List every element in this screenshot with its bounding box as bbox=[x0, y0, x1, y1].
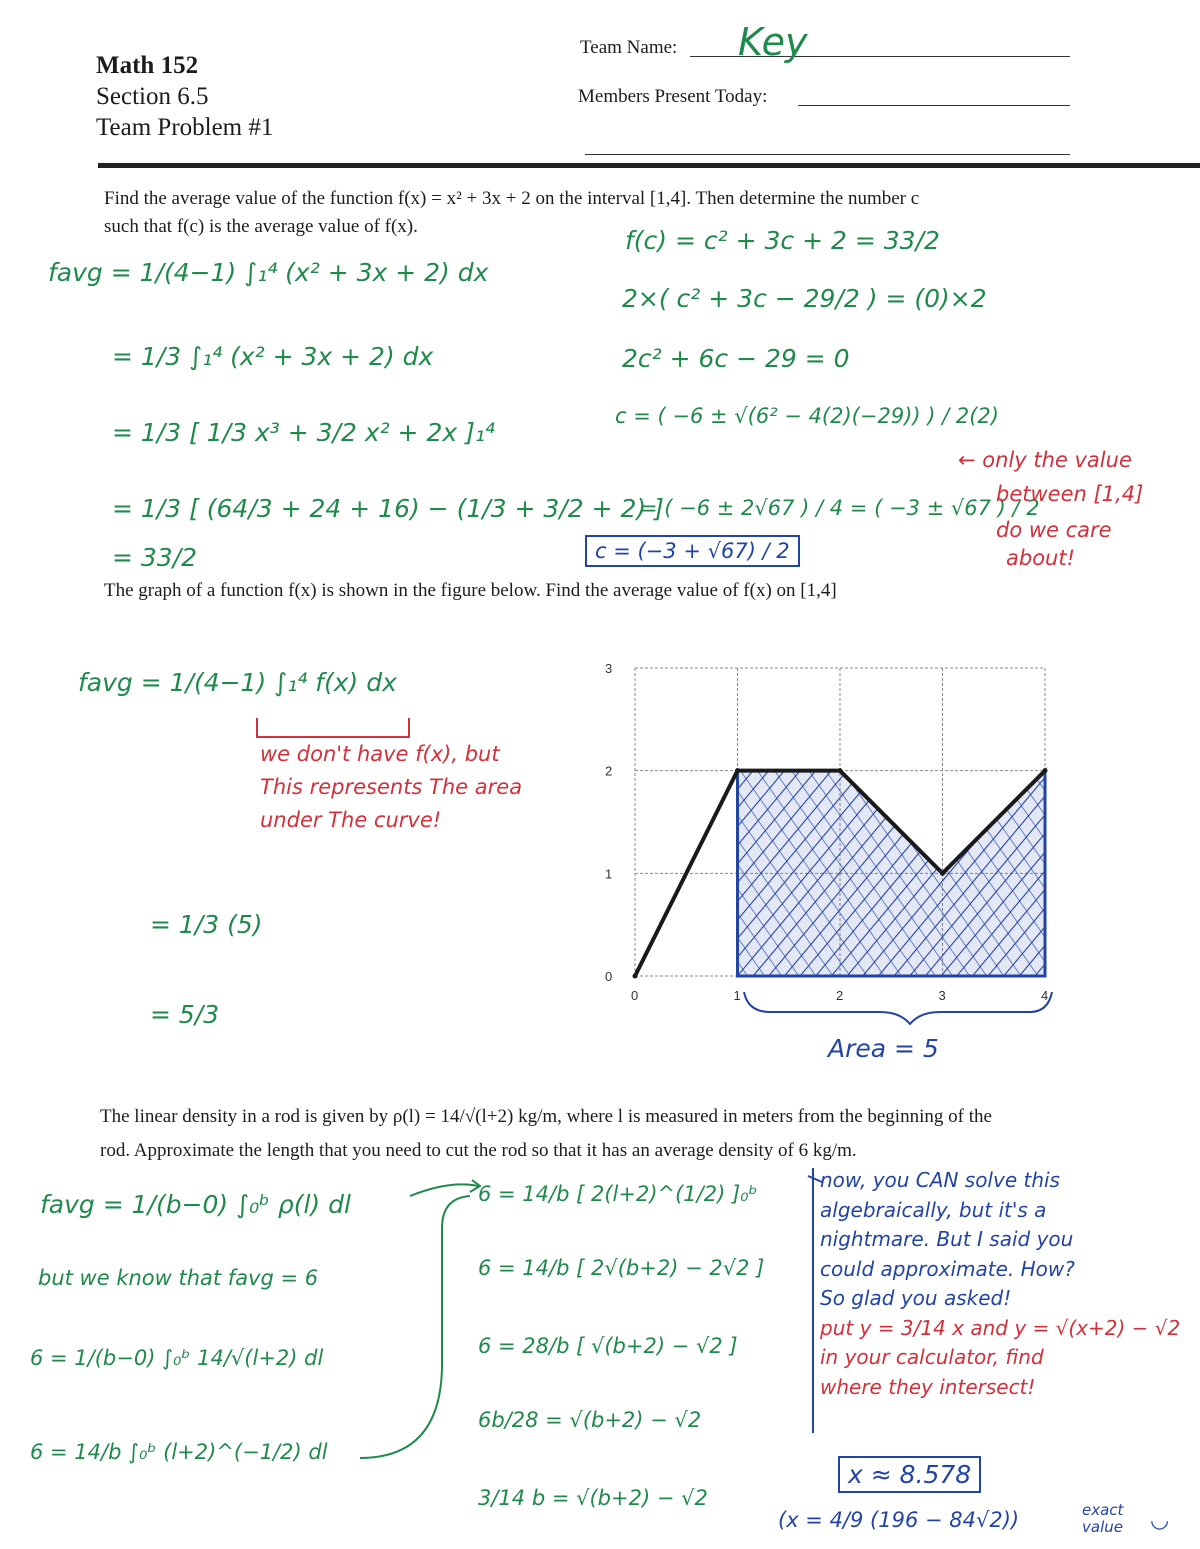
y-tick-label-1: 1 bbox=[605, 866, 613, 882]
p3-note-line3: nightmare. But I said you bbox=[820, 1227, 1074, 1251]
x-tick-label-1: 1 bbox=[733, 988, 741, 1003]
function-graph bbox=[580, 640, 1080, 1010]
p3-note-line5: So glad you asked! bbox=[820, 1286, 1012, 1310]
p1-right-work-4: c = ( −6 ± √(6² − 4(2)(−29)) ) / 2(2) bbox=[615, 404, 999, 428]
smiley-icon: ◡ bbox=[1150, 1508, 1170, 1533]
p1-left-work-5: = 33/2 bbox=[112, 543, 198, 572]
p3-middle-work-2: 6 = 14/b [ 2√(b+2) − 2√2 ] bbox=[478, 1256, 765, 1280]
data-point-x1 bbox=[735, 768, 740, 773]
p2-step2: = 5/3 bbox=[150, 1000, 220, 1029]
problem1-prompt-line2: such that f(c) is the average value of f(x). bbox=[104, 216, 418, 237]
problem3-prompt-line1: The linear density in a rod is given by ρ(l) = 14/√(l+2) kg/m, where l is measured in meters from the beginning of the bbox=[100, 1106, 992, 1127]
p1-left-work-1: favg = 1/(4−1) ∫₁⁴ (x² + 3x + 2) dx bbox=[48, 258, 489, 287]
p1-note-line2: between [1,4] bbox=[996, 482, 1144, 506]
p3-left-work-2: but we know that favg = 6 bbox=[38, 1266, 319, 1290]
course-block bbox=[96, 50, 273, 143]
team-name-value: Key bbox=[738, 20, 808, 64]
header-divider bbox=[98, 163, 1200, 168]
p1-right-work-5: = ( −6 ± 2√67 ) / 4 = ( −3 ± √67 ) / 2 bbox=[640, 496, 1040, 520]
p3-answer-box: x ≈ 8.578 bbox=[838, 1456, 981, 1493]
p1-answer-box: c = (−3 + √67) / 2 bbox=[585, 535, 800, 567]
area-brace bbox=[730, 990, 1070, 1030]
y-tick-label-0: 0 bbox=[605, 969, 613, 984]
p2-note-line1: we don't have f(x), but bbox=[260, 742, 500, 766]
p1-note-line1: ← only the value bbox=[958, 448, 1132, 472]
p3-note-line7: in your calculator, find bbox=[820, 1345, 1044, 1369]
problem2-prompt: The graph of a function f(x) is shown in the figure below. Find the average value of f(x) on [1,4] bbox=[104, 580, 837, 601]
shaded-crosshatch bbox=[738, 771, 1046, 976]
p2-work-formula: favg = 1/(4−1) ∫₁⁴ f(x) dx bbox=[78, 668, 397, 697]
x-tick-label-4: 4 bbox=[1041, 988, 1049, 1003]
p3-note-line4: could approximate. How? bbox=[820, 1256, 1075, 1281]
members-label: Members Present Today: bbox=[578, 86, 768, 107]
p3-left-work-3: 6 = 1/(b−0) ∫₀ᵇ 14/√(l+2) dl bbox=[30, 1346, 324, 1370]
p2-underbrace bbox=[256, 718, 410, 738]
p3-note-line6: put y = 3/14 x and y = √(x+2) − √2 bbox=[820, 1315, 1181, 1340]
p1-note-line4: about! bbox=[1006, 546, 1076, 570]
problem-label: Team Problem #1 bbox=[96, 114, 274, 141]
p2-note-line3: under The curve! bbox=[260, 808, 442, 832]
section-label: Section 6.5 bbox=[96, 83, 209, 110]
x-tick-label-3: 3 bbox=[938, 988, 946, 1003]
x-tick-label-2: 2 bbox=[836, 988, 844, 1003]
p3-note-line2: algebraically, but it's a bbox=[820, 1197, 1047, 1222]
p3-exact-label bbox=[1082, 1502, 1123, 1536]
p1-note-line3: do we care bbox=[996, 518, 1112, 542]
p3-note-line8: where they intersect! bbox=[820, 1374, 1036, 1399]
area-label: Area = 5 bbox=[828, 1034, 939, 1063]
p1-left-work-2: = 1/3 ∫₁⁴ (x² + 3x + 2) dx bbox=[112, 342, 434, 371]
data-point-x2 bbox=[838, 768, 843, 773]
team-name-label: Team Name: bbox=[580, 37, 678, 58]
p3-middle-work-3: 6 = 28/b [ √(b+2) − √2 ] bbox=[478, 1334, 738, 1358]
p3-arrows bbox=[360, 1168, 830, 1468]
p3-middle-work-5: 3/14 b = √(b+2) − √2 bbox=[478, 1486, 708, 1510]
members-line-2 bbox=[585, 154, 1070, 155]
members-line-1 bbox=[798, 105, 1070, 106]
p3-left-work-4: 6 = 14/b ∫₀ᵇ (l+2)^(−1/2) dl bbox=[30, 1440, 328, 1464]
p3-exact-label-2: value bbox=[1082, 1518, 1123, 1536]
p2-step1: = 1/3 (5) bbox=[150, 910, 263, 939]
problem3-prompt-line2: rod. Approximate the length that you need to cut the rod so that it has an average density of 6 kg/m. bbox=[100, 1140, 857, 1161]
p3-middle-work-4: 6b/28 = √(b+2) − √2 bbox=[478, 1408, 702, 1432]
data-point-x0 bbox=[633, 974, 638, 979]
graph-shaded-area bbox=[738, 771, 1046, 976]
problem3-prompt bbox=[100, 1103, 992, 1165]
p2-note-line2: This represents The area bbox=[260, 775, 523, 799]
p1-right-work-2: 2×( c² + 3c − 29/2 ) = (0)×2 bbox=[622, 284, 987, 313]
p1-right-work-3: 2c² + 6c − 29 = 0 bbox=[622, 344, 850, 373]
problem1-prompt-line1: Find the average value of the function f(x) = x² + 3x + 2 on the interval [1,4]. Then determine the number c bbox=[104, 188, 920, 209]
p1-left-work-3: = 1/3 [ 1/3 x³ + 3/2 x² + 2x ]₁⁴ bbox=[112, 418, 495, 447]
data-point-x4 bbox=[1043, 768, 1048, 773]
p3-exact-answer: (x = 4/9 (196 − 84√2)) bbox=[778, 1508, 1020, 1532]
p1-right-work-1: f(c) = c² + 3c + 2 = 33/2 bbox=[625, 226, 940, 255]
p3-middle-work-1: 6 = 14/b [ 2(l+2)^(1/2) ]₀ᵇ bbox=[478, 1182, 758, 1206]
y-tick-label-2: 2 bbox=[605, 763, 613, 779]
p3-left-work-1: favg = 1/(b−0) ∫₀ᵇ ρ(l) dl bbox=[40, 1190, 351, 1219]
p3-exact-label-1: exact bbox=[1082, 1501, 1124, 1519]
course-title: Math 152 bbox=[96, 52, 199, 79]
x-tick-label-0: 0 bbox=[631, 988, 639, 1003]
data-point-x3 bbox=[940, 871, 945, 876]
y-tick-label-3: 3 bbox=[605, 661, 613, 676]
p3-note-line1: now, you CAN solve this bbox=[820, 1168, 1060, 1192]
p3-note bbox=[820, 1166, 1180, 1402]
p1-left-work-4: = 1/3 [ (64/3 + 24 + 16) − (1/3 + 3/2 + 2) ] bbox=[112, 494, 664, 523]
p3-note-bracket bbox=[812, 1168, 814, 1433]
